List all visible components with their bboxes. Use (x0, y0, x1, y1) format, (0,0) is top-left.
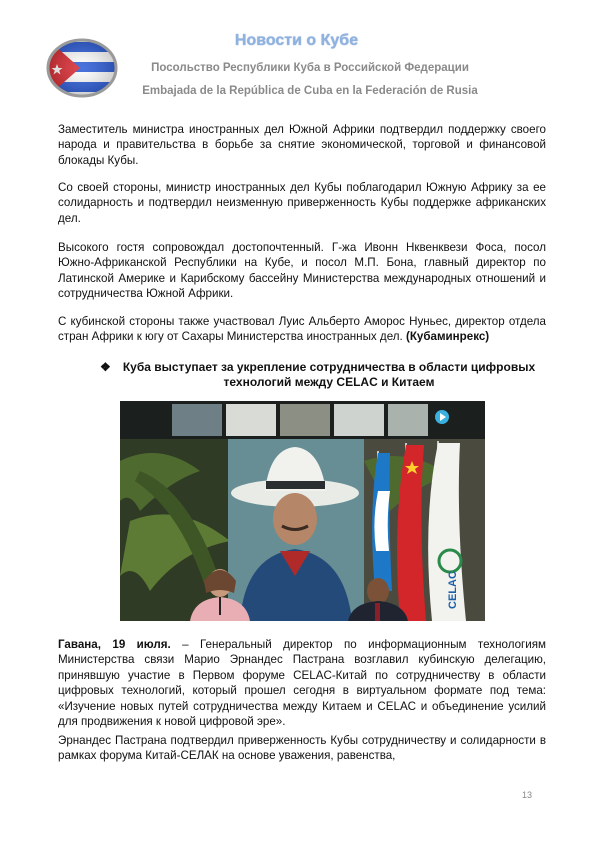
diamond-bullet-icon: ❖ (100, 360, 111, 374)
embassy-name-russian: Посольство Республики Куба в Российской Федерации (151, 62, 469, 74)
video-tile (334, 404, 384, 436)
video-tile (388, 404, 428, 436)
embassy-name-spanish: Embajada de la República de Cuba en la Federación de Rusia (142, 85, 478, 97)
paragraph-text: С кубинской стороны также участвовал Луис Альберто Аморос Нуньес, директор отдела стран Африки к югу от Сахары Министерства иностранных дел. (58, 315, 546, 344)
source-tag: (Кубаминрекс) (405, 330, 490, 344)
article-photo (120, 401, 485, 621)
heading-line: Куба выступает за укрепление сотрудничества в области цифровых (122, 360, 536, 374)
paragraph: Со своей стороны, министр иностранных дел Кубы поблагодарил Южную Африку за ее солидарность и подтвердил неизменную приверженность Кубы поддержке африканских дел. (58, 181, 546, 225)
video-tile (226, 404, 276, 436)
newsletter-title: Новости о Кубе (234, 32, 359, 49)
video-conference-photo (120, 401, 485, 621)
article-heading (100, 360, 540, 390)
heading-line: технологий между CELAC и Китаем (223, 375, 435, 389)
video-tile (280, 404, 330, 436)
paragraph: Высокого гостя сопровождал достопочтенный. Г-жа Ивонн Нквенквези Фоса, посол Южно-Африканской Республики на Кубе, и посол М.П. Бона, главный директор по Латинской Америке и Карибскому бассейну Министерства международных отношений и сотрудничества Южной Африки. (58, 241, 546, 301)
paragraph: Эрнандес Пастрана подтвердил приверженность Кубы сотрудничеству и солидарности в рамках форума Китай-СЕЛАК на основе уважения, равенства, (58, 734, 546, 763)
page-header (0, 0, 593, 110)
paragraph (58, 637, 546, 729)
video-tile (172, 404, 222, 436)
paragraph-text: – Генеральный директор по информационным технологиям Министерства связи Марио Эрнандес Пастрана возглавил кубинскую делегацию, принявшую участие в Первом форуме CELAC-Китай по сотрудничеству в области цифровых технологий, который прошел сегодня в виртуальном формате под тема: «Изучение новых путей сотрудничества между Китаем и CELAC и объединение усилий для продвижения к новой цифровой эре». (58, 638, 546, 729)
paragraph (58, 314, 546, 345)
page-number: 13 (522, 790, 533, 800)
celac-flag-text: CELAC (447, 571, 459, 609)
paragraph: Заместитель министра иностранных дел Южной Африки подтвердил поддержку своего народа и правительства в борьбе за снятие экономической, торговой и финансовой блокады Кубы. (58, 123, 546, 167)
dateline: Гавана, 19 июля. (58, 638, 171, 651)
